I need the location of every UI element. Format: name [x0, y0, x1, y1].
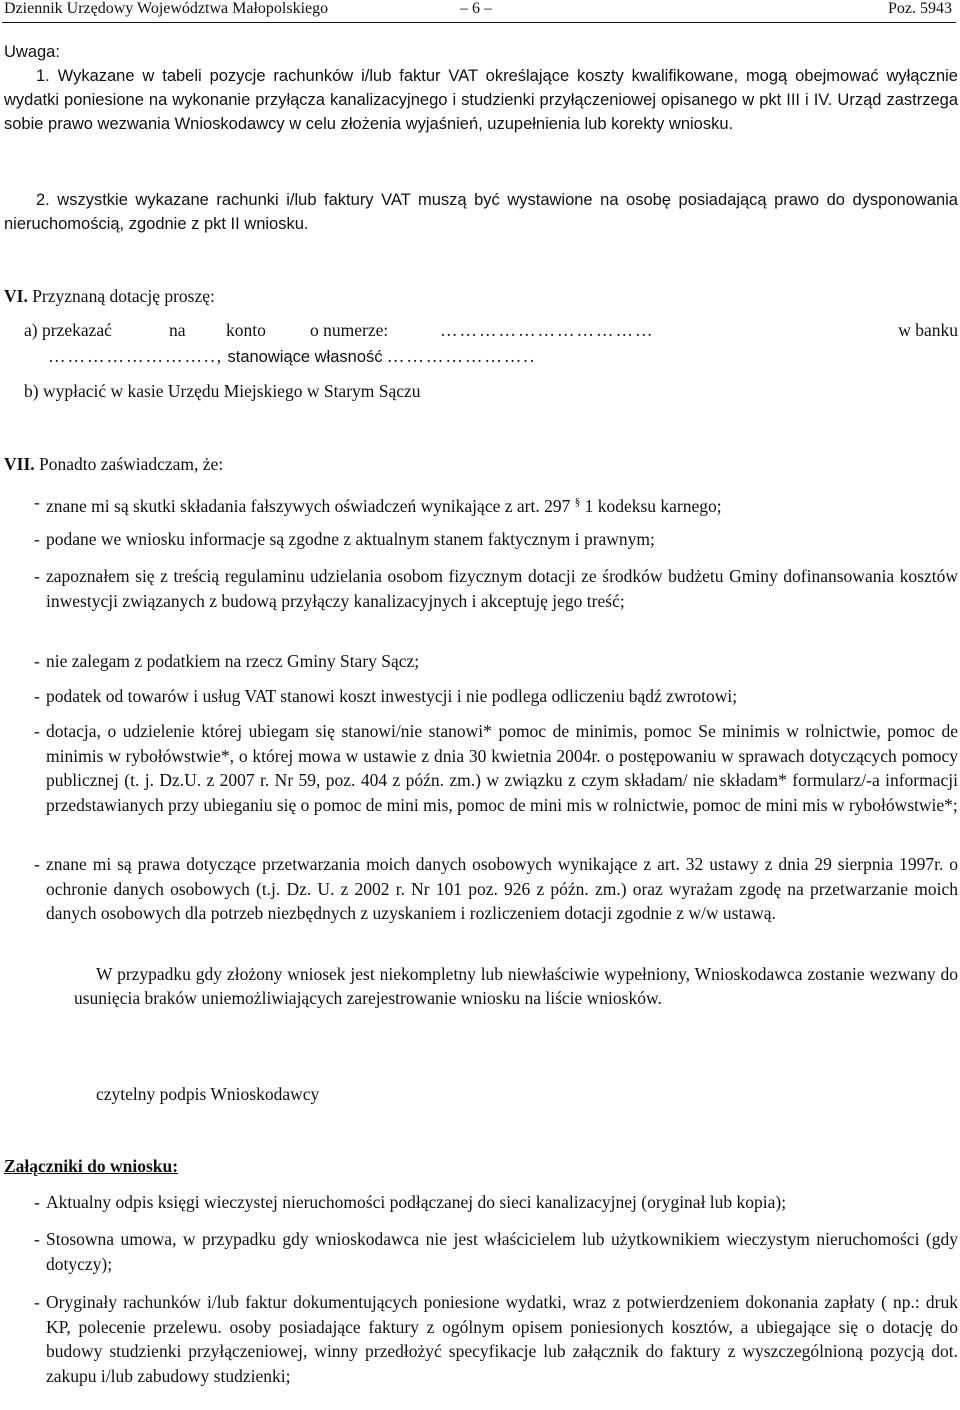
- page-header: [0, 0, 960, 22]
- account-number-field[interactable]: ……………………………: [440, 320, 655, 340]
- declaration-text: zapoznałem się z treścią regulaminu udzielania osobom fizycznym dotacji ze środków budżetu Gminy dofinansowania kosztów inwestycji związanych z budową przyłączy kanalizacyjnych i akceptuję jego treść;: [46, 566, 958, 611]
- attachment-text: Oryginały rachunków i/lub faktur dokumentujących poniesione wydatki, wraz z potwierdzeniem dokonania zapłaty ( np.: druk KP, polecenie przelewu. osoby posiadające faktury z ogólnym opisem poniesionych kosztów, a ubiegające się o dotację do budowy studzienki przyłączeniowej, winny przedłożyć specyfikacje lub załącznik do faktury z wyszczególnioną pozycją dot. zakupu i/lub zabudowy studzienki;: [46, 1292, 958, 1386]
- note-point-2: 2. wszystkie wykazane rachunki i/lub faktury VAT muszą być wystawione na osobę posiadającą prawo do dysponowania nieruchomością, zgodnie z pkt II wniosku.: [4, 191, 958, 233]
- item-dash: -: [34, 1192, 40, 1212]
- attachment-item: [34, 1227, 958, 1276]
- declaration-item: [34, 852, 958, 926]
- declaration-text-tail: 1 kodeksu karnego;: [584, 495, 722, 516]
- declaration-item: [34, 719, 958, 817]
- note-point-1: 1. Wykazane w tabeli pozycje rachunków i/lub faktur VAT określające koszty kwalifikowane, mogą obejmować wyłącznie wydatki poniesione na wykonanie przyłącza kanalizacyjnego i studzienki przyłączeniowej opisanego w pkt III i IV. Urząd zastrzega sobie prawo wezwania Wnioskodawcy w celu złożenia wyjaśnień, uzupełnienia lub korekty wniosku.: [4, 67, 958, 133]
- item-dash: -: [34, 854, 40, 874]
- section-7-heading: [4, 452, 958, 476]
- item-dash: -: [34, 651, 40, 671]
- item-dash: -: [34, 1292, 40, 1312]
- page-number: – 6 –: [460, 0, 492, 17]
- option-a-word-konto: konto: [226, 320, 266, 340]
- item-dash: -: [34, 529, 40, 549]
- declaration-item: [34, 564, 958, 613]
- owner-field[interactable]: …………………..: [386, 346, 537, 366]
- item-dash: -: [34, 686, 40, 706]
- position-number: Poz. 5943: [888, 0, 952, 17]
- declaration-item: [34, 490, 958, 518]
- bank-name-field[interactable]: ……………………..,: [48, 346, 224, 366]
- section-6-heading: [4, 284, 958, 308]
- header-rule: [2, 22, 956, 23]
- attachment-item: [34, 1290, 958, 1388]
- declaration-item: [34, 649, 958, 674]
- incomplete-application-note: W przypadku gdy złożony wniosek jest niekompletny lub niewłaściwie wypełniony, Wnioskodawca zostanie wezwany do usunięcia braków uniemożliwiających zarejestrowanie wniosku na liście wniosków.: [74, 964, 958, 1008]
- item-dash: -: [34, 1229, 40, 1249]
- item-dash: -: [34, 566, 40, 586]
- item-dash: -: [34, 492, 40, 512]
- attachment-text: Stosowna umowa, w przypadku gdy wnioskodawca nie jest właścicielem lub użytkownikiem wieczystym nieruchomości (gdy dotyczy);: [46, 1229, 958, 1274]
- attachments-title-text: Załączniki do wniosku:: [4, 1156, 179, 1176]
- section-7-title: Ponadto zaświadczam, że:: [39, 454, 224, 474]
- paragraph-sign: §: [574, 496, 581, 508]
- attachments-title: [4, 1154, 958, 1178]
- owner-label: stanowiące własność: [227, 348, 383, 366]
- section-6-title: Przyznaną dotację proszę:: [32, 286, 215, 306]
- declaration-item: [34, 527, 958, 552]
- option-a-word-bank: w banku: [898, 320, 958, 340]
- option-a-label: a) przekazać: [24, 320, 112, 340]
- attachment-text: Aktualny odpis księgi wieczystej nieruchomości podłączanej do sieci kanalizacyjnej (oryginał lub kopia);: [46, 1192, 787, 1212]
- declaration-text: znane mi są prawa dotyczące przetwarzania moich danych osobowych wynikające z art. 32 ustawy z dnia 29 sierpnia 1997r. o ochronie danych osobowych (t.j. Dz. U. z 2002 r. Nr 101 poz. 926 z późn. zm.) oraz wyrażam zgodę na przetwarzanie moich danych osobowych dla potrzeb niezbędnych z uzyskaniem i rozliczeniem dotacji zgodnie z w/w ustawą.: [46, 854, 958, 923]
- note-title: Uwaga:: [4, 43, 60, 61]
- option-b: b) wypłacić w kasie Urzędu Miejskiego w Starym Sączu: [24, 381, 421, 401]
- attachment-item: [34, 1190, 958, 1215]
- signature-label: czytelny podpis Wnioskodawcy: [96, 1084, 320, 1104]
- journal-name: Dziennik Urzędowy Województwa Małopolskiego: [4, 0, 329, 17]
- declaration-text: dotacja, o udzielenie której ubiegam się stanowi/nie stanowi* pomoc de minimis, pomoc Se minimis w rolnictwie, pomoc de minimis w rybołówstwie*, o której mowa w ustawie z dnia 30 kwietnia 2004r. o postępowaniu w sprawach dotyczących pomocy publicznej (t. j. Dz.U. z 2007 r. Nr 59, poz. 404 z późn. zm.) w związku z czym składam/ nie składam* formularz/-a informacji przedstawianych przy ubieganiu się o pomoc de mini mis, pomoc de mini mis w rolnictwie, pomoc de mini mis w rybołówstwie*;: [46, 721, 958, 815]
- option-a-word-numer: o numerze:: [310, 320, 389, 340]
- item-dash: -: [34, 721, 40, 741]
- section-6-number: VI.: [4, 286, 28, 306]
- option-a-word-na: na: [169, 320, 186, 340]
- declaration-text: podane we wniosku informacje są zgodne z aktualnym stanem faktycznym i prawnym;: [46, 529, 655, 549]
- option-a-line-2: [48, 346, 536, 367]
- declaration-text: podatek od towarów i usług VAT stanowi koszt inwestycji i nie podlega odliczeniu bądź zwrotowi;: [46, 686, 738, 706]
- declaration-text: znane mi są skutki składania fałszywych oświadczeń wynikające z art. 297: [46, 495, 571, 516]
- declaration-item: [34, 684, 958, 709]
- section-7-number: VII.: [4, 454, 35, 474]
- declaration-text: nie zalegam z podatkiem na rzecz Gminy Stary Sącz;: [46, 651, 420, 671]
